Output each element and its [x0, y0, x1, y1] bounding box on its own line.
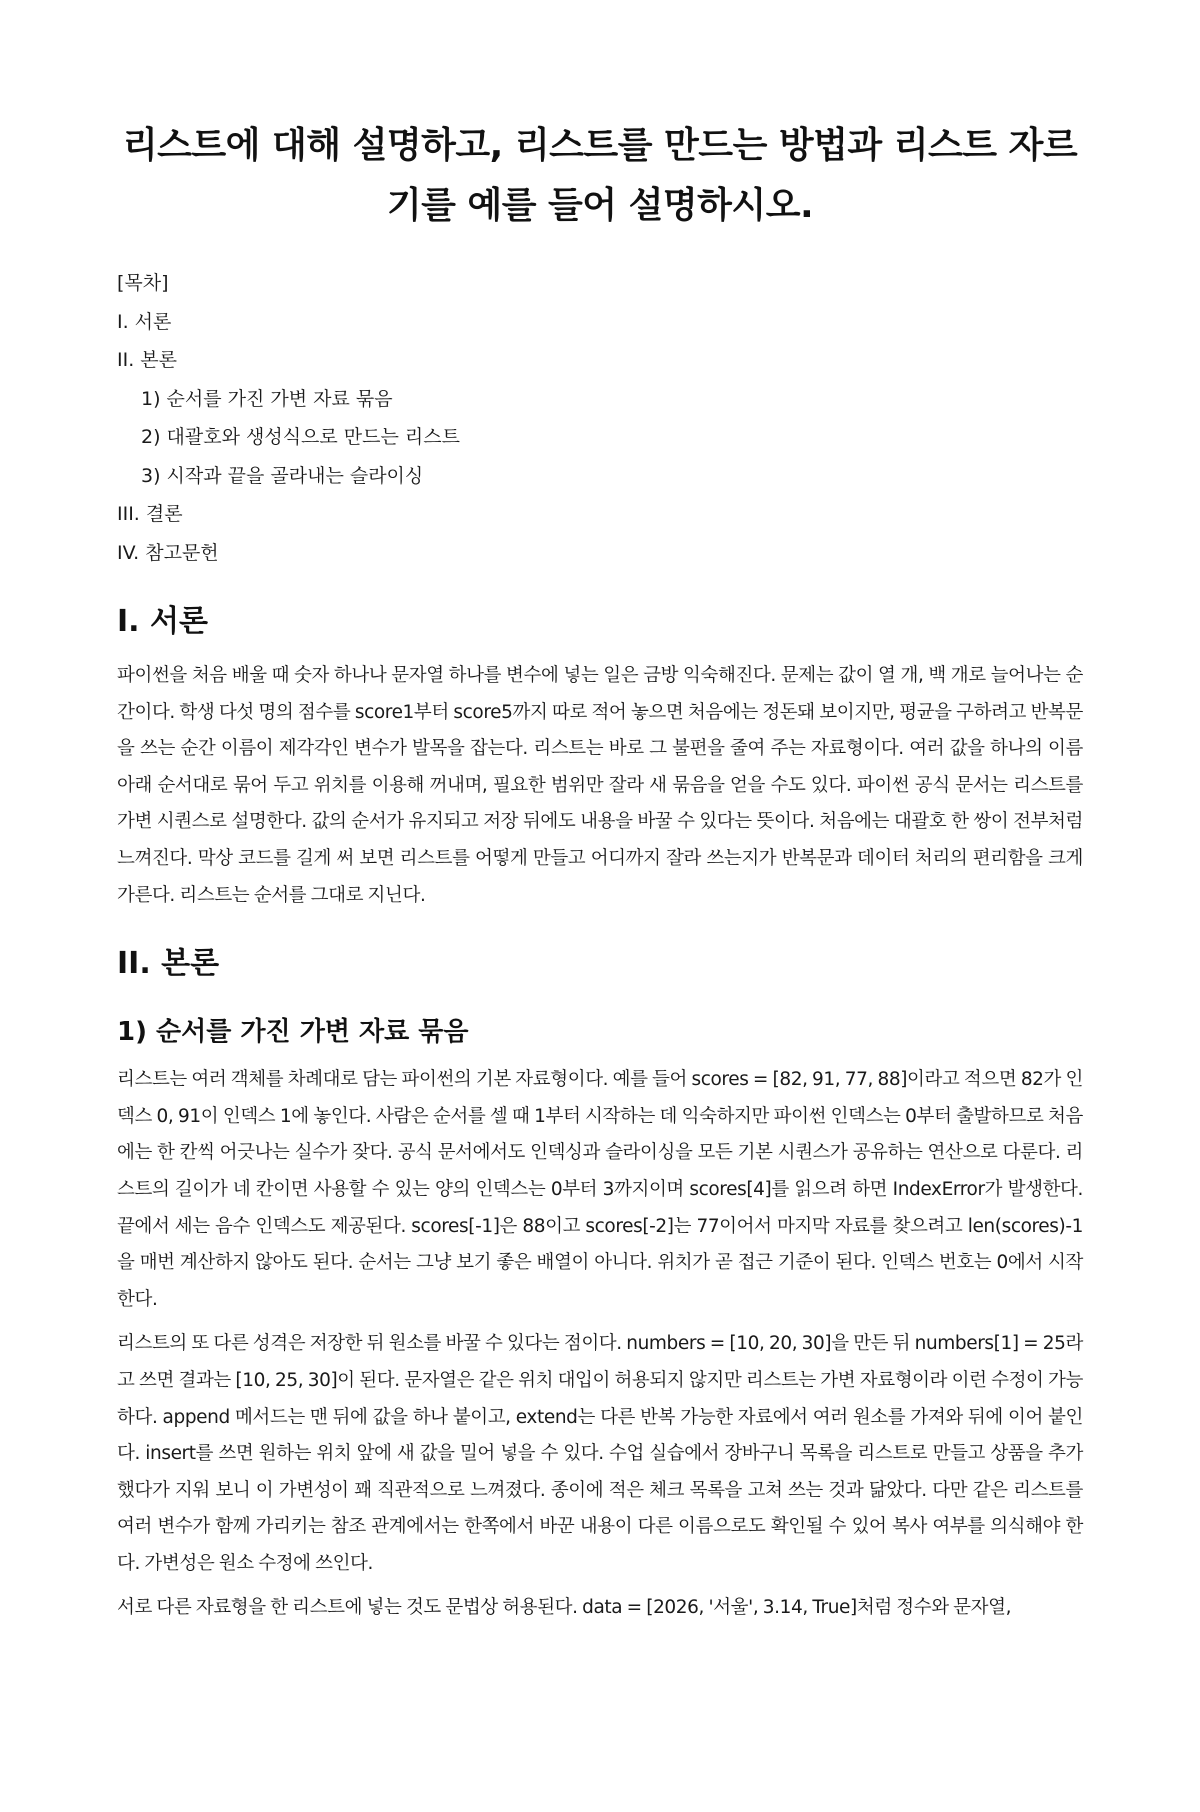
toc-item-conclusion: III. 결론: [117, 503, 183, 525]
toc-item-body-1: 1) 순서를 가진 가변 자료 묶음: [141, 387, 393, 410]
body-paragraph: 서로 다른 자료형을 한 리스트에 넣는 것도 문법상 허용된다. data = [2026, '서울', 3.14, True]처럼 정수와 문자열,: [117, 1597, 1012, 1619]
body-paragraph: 리스트는 여러 객체를 차례대로 담는 파이썬의 기본 자료형이다. 예를 들어 scores = [82, 91, 77, 88]이라고 적으면 82가 인덱스 0, 91이 인덱스 1에 놓인다. 사람은 순서를 셀 때 1부터 시작하는 데 익숙하지만 파이썬 인덱스는 0부터 출발하므로 처음에는 한 칸씩 어긋나는 실수가 잦다. 공식 문서에서도 인덱싱과 슬라이싱을 모든 기본 시퀀스가 공유하는 연산으로 다룬다. 리스트의 길이가 네 칸이면 사용할 수 있는 양의 인덱스는 0부터 3까지이며 scores[4]를 읽으려 하면 IndexError가 발생한다. 끝에서 세는 음수 인덱스도 제공된다. scores[-1]은 88이고 scores[-2]는 77이어서 마지막 자료를 찾으려고 len(scores)-1을 매번 계산하지 않아도 된다. 순서는 그냥 보기 좋은 배열이 아니다. 위치가 곧 접근 기준이 된다. 인덱스 번호는 0에서 시작한다.: [117, 1069, 1083, 1310]
section-heading-intro: I. 서론: [117, 604, 208, 639]
toc-item-body: II. 본론: [117, 349, 177, 371]
body-paragraph: 리스트의 또 다른 성격은 저장한 뒤 원소를 바꿀 수 있다는 점이다. numbers = [10, 20, 30]을 만든 뒤 numbers[1] = 25라고 쓰면 결과는 [10, 25, 30]이 된다. 문자열은 같은 위치 대입이 허용되지 않지만 리스트는 가변 자료형이라 이런 수정이 가능하다. append 메서드는 맨 뒤에 값을 하나 붙이고, extend는 다른 반복 가능한 자료에서 여러 원소를 가져와 뒤에 이어 붙인다. insert를 쓰면 원하는 위치 앞에 새 값을 밀어 넣을 수 있다. 수업 실습에서 장바구니 목록을 리스트로 만들고 상품을 추가했다가 지워 보니 이 가변성이 꽤 직관적으로 느껴졌다. 종이에 적은 체크 목록을 고쳐 쓰는 것과 닮았다. 다만 같은 리스트를 여러 변수가 함께 가리키는 참조 관계에서는 한쪽에서 바꾼 내용이 다른 이름으로도 확인될 수 있어 복사 여부를 의식해야 한다. 가변성은 원소 수정에 쓰인다.: [117, 1333, 1083, 1574]
toc-item-body-2: 2) 대괄호와 생성식으로 만드는 리스트: [141, 426, 460, 448]
document-page: [0, 116, 1200, 1812]
document-title: 리스트에 대해 설명하고, 리스트를 만드는 방법과 리스트 자르기를 예를 들어 설명하시오.: [122, 125, 1078, 226]
intro-paragraph: 파이썬을 처음 배울 때 숫자 하나나 문자열 하나를 변수에 넣는 일은 금방 익숙해진다. 문제는 값이 열 개, 백 개로 늘어나는 순간이다. 학생 다섯 명의 점수를 score1부터 score5까지 따로 적어 놓으면 처음에는 정돈돼 보이지만, 평균을 구하려고 반복문을 쓰는 순간 이름이 제각각인 변수가 발목을 잡는다. 리스트는 바로 그 불편을 줄여 주는 자료형이다. 여러 값을 하나의 이름 아래 순서대로 묶어 두고 위치를 이용해 꺼내며, 필요한 범위만 잘라 새 묶음을 얻을 수도 있다. 파이썬 공식 문서는 리스트를 가변 시퀀스로 설명한다. 값의 순서가 유지되고 저장 뒤에도 내용을 바꿀 수 있다는 뜻이다. 처음에는 대괄호 한 쌍이 전부처럼 느껴진다. 막상 코드를 길게 써 보면 리스트를 어떻게 만들고 어디까지 잘라 쓰는지가 반복문과 데이터 처리의 편리함을 크게 가른다. 리스트는 순서를 그대로 지닌다.: [117, 665, 1083, 906]
subsection-heading-1: 1) 순서를 가진 가변 자료 묶음: [117, 1017, 469, 1048]
toc-heading: [목차]: [117, 272, 169, 294]
toc-item-body-3: 3) 시작과 끝을 골라내는 슬라이싱: [141, 464, 424, 487]
toc-item-intro: I. 서론: [117, 310, 172, 333]
section-heading-body: II. 본론: [117, 946, 220, 982]
table-of-contents: [117, 264, 1083, 572]
toc-item-references: IV. 참고문헌: [117, 541, 219, 564]
